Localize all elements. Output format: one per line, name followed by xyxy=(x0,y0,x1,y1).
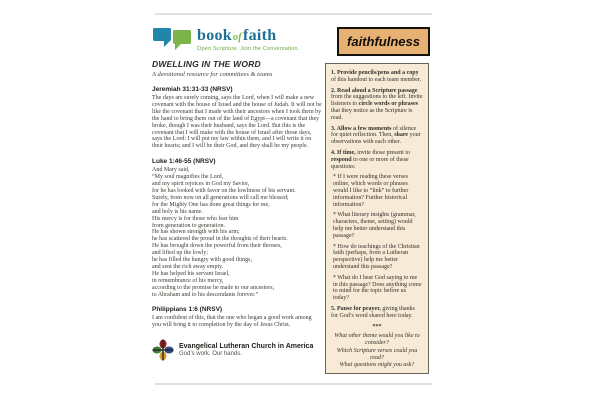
passage-verse-lines: And Mary said, “My soul magnifies the Lord, and my spirit rejoices in God my Savior, for he has looked with favor on the lowliness of his servant. Surely, from now on all generations will call me blessed; for the Mighty One has done great things for me, and holy is his name. His mercy is for those who fear him from generation to generation. He has shown strength with his arm; he has scattered the proud in the thoughts of their hearts. He has brought down the powerful from their thrones, and lifted up the lowly; he has filled the hungry with good things, and sent the rich away empty. He has helped his servant Israel, in remembrance of his mercy, according to the promise he made to our ancestors, to Abraham and to his descendants forever.” xyxy=(152,167,296,298)
logo-word-faith: faith xyxy=(242,27,277,44)
document-title: DWELLING IN THE WORD xyxy=(152,59,261,69)
passage-prose-text: The days are surely coming, says the Lord, when I will make a new covenant with the house of Israel and the house of Judah. It will not be like the covenant that I made with their ancestors when I took them by the hand to bring them out of the land of Egypt—a covenant that they broke, though I was their husband, says the Lord. But this is the covenant that I will make with the house of Israel after those days, says the Lord: I will put my law within them, and I will write it on their hearts; and I will be their God, and they shall be my people. xyxy=(152,95,322,150)
logo-word-book: book xyxy=(197,27,232,44)
sidebar-paragraph: Which Scripture verses could you read? xyxy=(336,347,418,361)
sidebar-instructions-box xyxy=(325,63,429,374)
passage-heading: Luke 1:46-55 (NRSV) xyxy=(152,158,216,166)
sidebar-paragraph: * What do I hear God saying to me in this passage? Does anything come to mind for the topic before us today? xyxy=(333,274,422,302)
logo-tagline: Open Scripture. Join the Conversation. xyxy=(197,46,300,52)
page-top-edge xyxy=(155,13,432,15)
speech-bubbles-icon xyxy=(152,27,192,53)
sidebar-title: faithfulness xyxy=(347,34,420,49)
sidebar-paragraph: 2. Read aloud a Scripture passage from the suggestions to the left. Invite listeners to circle words or phrases that they notice as the Scripture is read. xyxy=(331,87,423,121)
sidebar-paragraph: 5. Pause for prayer, giving thanks for God’s word shared here today. xyxy=(331,305,415,319)
logo-wordmark-wrap xyxy=(197,27,299,52)
sidebar-paragraph: 3. Allow a few moments of silence for quiet reflection. Then, share your observations with each other. xyxy=(331,125,421,146)
sidebar-paragraph: 1. Provide pencils/pens and a copy of this handout to each team member. xyxy=(331,70,422,83)
scripture-passages xyxy=(152,86,322,329)
logo-word-of: of xyxy=(233,32,242,43)
main-column xyxy=(152,27,322,361)
elca-footer xyxy=(152,339,322,361)
sidebar-paragraph: What questions might you ask? xyxy=(339,362,415,369)
page-bottom-edge xyxy=(155,383,432,385)
logo-wordmark xyxy=(197,27,299,47)
scripture-passage xyxy=(152,306,322,329)
sidebar-paragraph: What other theme would you like to consider? xyxy=(334,333,420,347)
scripture-passage xyxy=(152,86,322,150)
passage-prose-text: I am confident of this, that the one who began a good work among you will bring it to completion by the day of Jesus Christ. xyxy=(152,315,312,329)
document-subtitle: A devotional resource for committees & teams xyxy=(152,71,273,78)
sidebar-paragraph: 4. If time, invite those present to respond to one or more of these questions: xyxy=(331,149,410,170)
sidebar-paragraph: * If I were reading these verses online, which words or phrases would I like to “link” to further information? Further historical information? xyxy=(333,174,409,208)
sidebar-paragraph: * What literary insights (grammar, characters, theme, setting) would help me better understand this passage? xyxy=(333,212,416,239)
org-tagline: God’s work. Our hands. xyxy=(179,351,242,358)
org-name: Evangelical Lutheran Church in America xyxy=(179,343,314,351)
book-of-faith-logo xyxy=(152,27,322,53)
elca-emblem-icon xyxy=(152,339,174,361)
passage-heading: Philippians 1:6 (NRSV) xyxy=(152,306,223,314)
passage-heading: Jeremiah 31:31-33 (NRSV) xyxy=(152,86,233,93)
sidebar-paragraph: * How do teachings of the Christian faith (perhaps, from a Lutheran perspective) help me better understand this passage? xyxy=(333,243,420,270)
sidebar-blocks xyxy=(331,70,423,369)
elca-text-block xyxy=(179,343,313,357)
sidebar-title-box xyxy=(337,27,430,56)
sidebar-paragraph: *** xyxy=(372,323,382,330)
scripture-passage xyxy=(152,158,322,298)
